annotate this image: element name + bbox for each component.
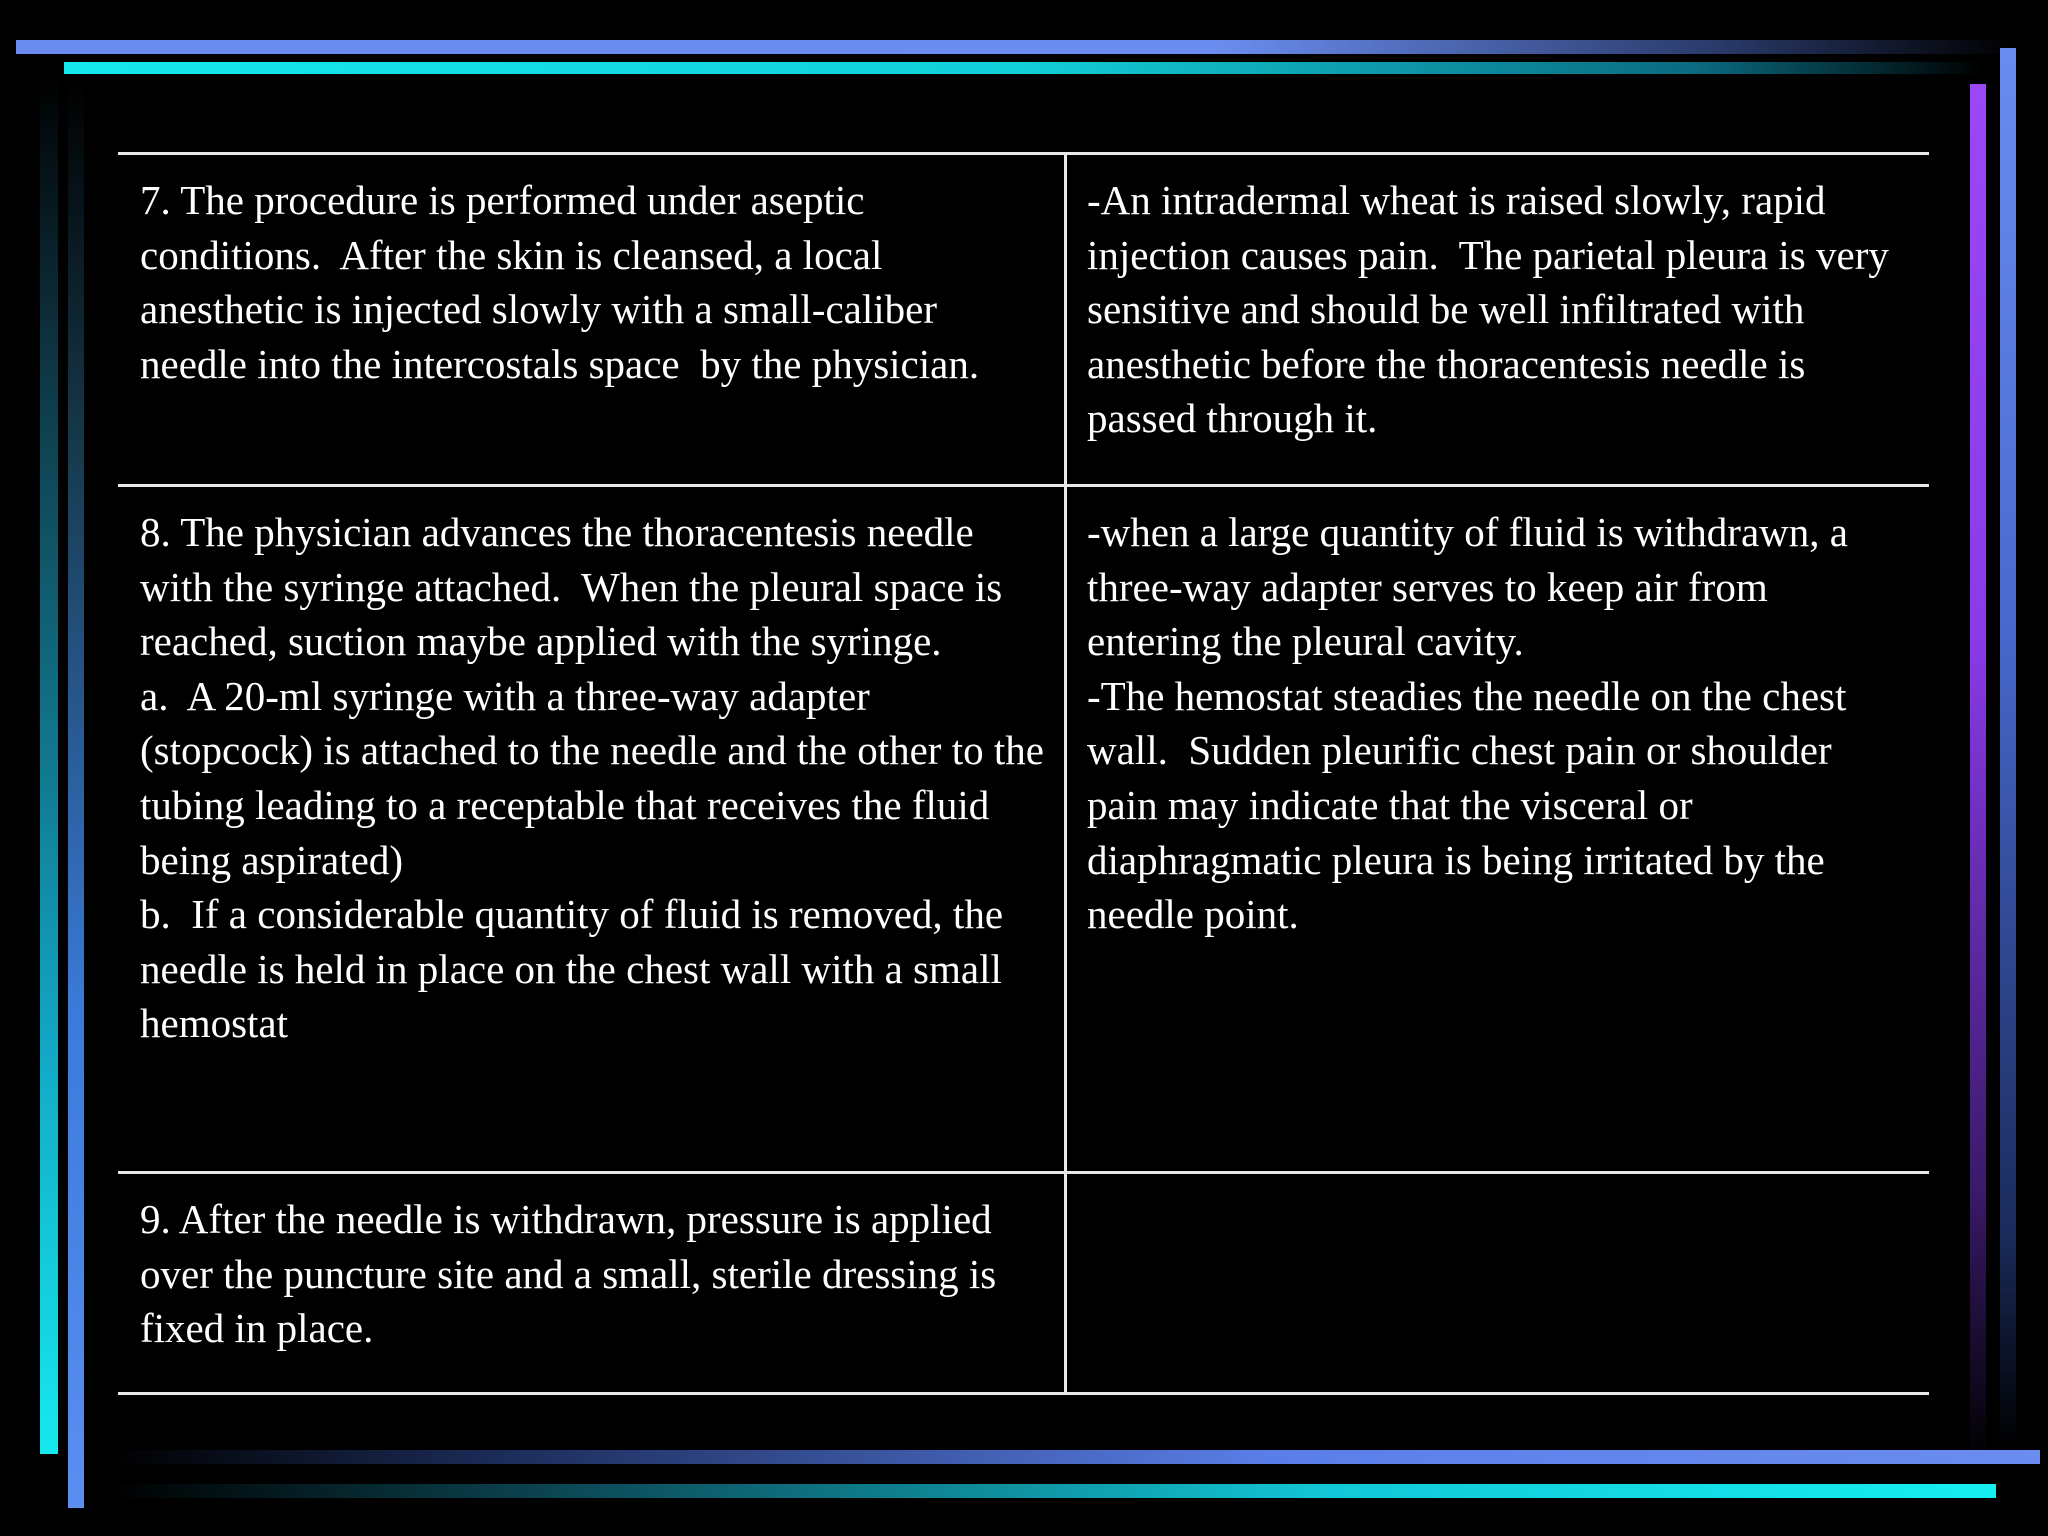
frame-bar-bottom-inner: [110, 1484, 1996, 1498]
procedure-step-cell: 8. The physician advances the thoracentesis needle with the syringe attached. When the pleural space is reached, suction maybe applied with the syringe. a. A 20-ml syringe with a three-way adapter (stopcock) is attached to the needle and the other to the tubing leading to a receptable that receives the fluid being aspirated) b. If a considerable quantity of fluid is removed, the needle is held in place on the chest wall with a small hemostat: [118, 486, 1066, 1173]
table-row: [118, 1173, 1929, 1394]
rationale-cell: [1066, 1173, 1930, 1394]
frame-bar-left-outer: [40, 70, 58, 1454]
frame-bar-top-outer: [16, 40, 2016, 54]
rationale-cell: -when a large quantity of fluid is withdrawn, a three-way adapter serves to keep air from entering the pleural cavity. -The hemostat steadies the needle on the chest wall. Sudden pleurific chest pain or shoulder pain may indicate that the visceral or diaphragmatic pleura is being irritated by the needle point.: [1066, 486, 1930, 1173]
procedure-table: [118, 152, 1929, 1395]
procedure-step-cell: 7. The procedure is performed under aseptic conditions. After the skin is cleansed, a local anesthetic is injected slowly with a small-caliber needle into the intercostals space by the physician.: [118, 154, 1066, 486]
procedure-step-cell: 9. After the needle is withdrawn, pressure is applied over the puncture site and a small, sterile dressing is fixed in place.: [118, 1173, 1066, 1394]
frame-bar-right-inner: [1970, 84, 1986, 1464]
frame-bar-top-inner: [64, 62, 1984, 74]
table-row: [118, 154, 1929, 486]
frame-bar-right-outer: [2000, 48, 2016, 1448]
frame-bar-bottom-outer: [110, 1450, 2040, 1464]
table-row: [118, 486, 1929, 1173]
frame-bar-left-inner: [68, 80, 84, 1508]
rationale-cell: -An intradermal wheat is raised slowly, rapid injection causes pain. The parietal pleura is very sensitive and should be well infiltrated with anesthetic before the thoracentesis needle is passed through it.: [1066, 154, 1930, 486]
